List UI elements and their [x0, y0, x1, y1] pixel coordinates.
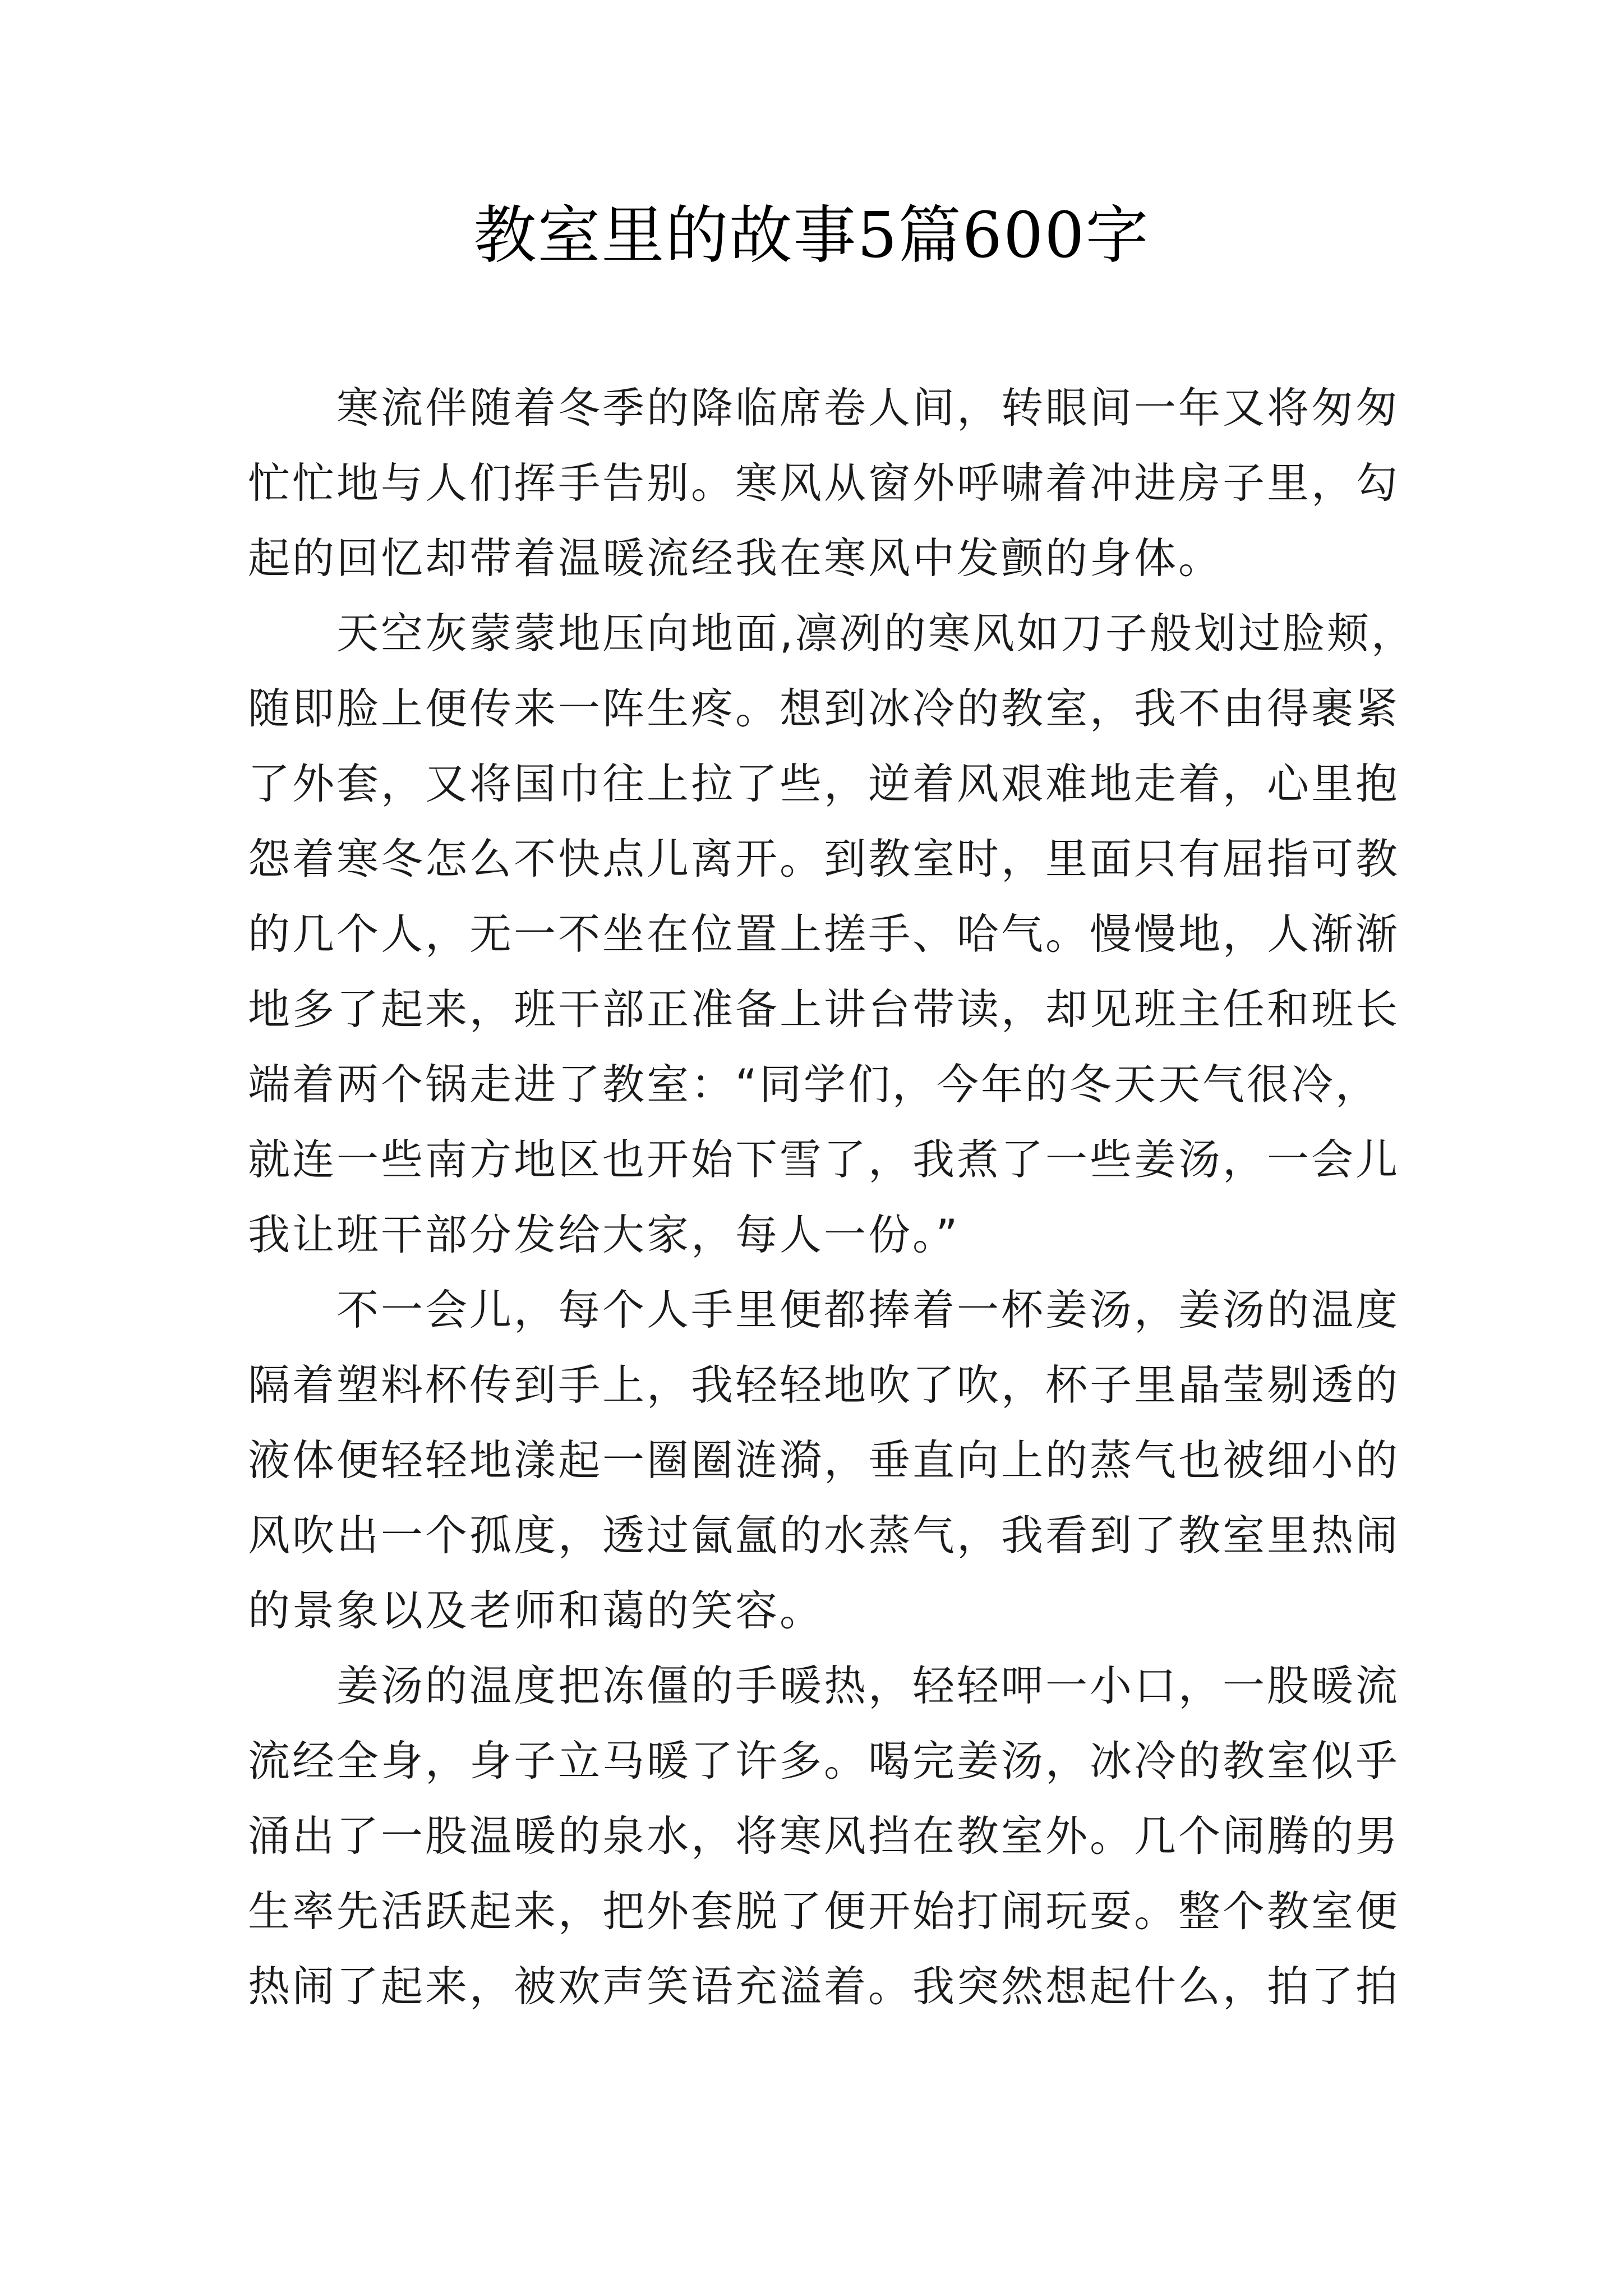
- text-line: 就连一些南方地区也开始下雪了，我煮了一些姜汤，一会儿: [248, 1135, 1400, 1184]
- paragraph-1: [248, 370, 1400, 596]
- text-line: 忙忙地与人们挥手告别。寒风从窗外呼啸着冲进房子里，勾: [248, 458, 1400, 508]
- text-line: 起的回忆却带着温暖流经我在寒风中发颤的身体。: [248, 533, 1223, 583]
- text-line: 流经全身，身子立马暖了许多。喝完姜汤，冰冷的教室似乎: [248, 1736, 1400, 1786]
- text-line: 热闹了起来，被欢声笑语充溢着。我突然想起什么，拍了拍: [248, 1962, 1400, 2011]
- text-line: 的景象以及老师和蔼的笑容。: [248, 1586, 824, 1635]
- text-line: 生率先活跃起来，把外套脱了便开始打闹玩耍。整个教室便: [248, 1887, 1400, 1936]
- text-line: 寒流伴随着冬季的降临席卷人间，转眼间一年又将匆匆: [336, 383, 1400, 432]
- text-line: 随即脸上便传来一阵生疼。想到冰冷的教室，我不由得裹紧: [248, 684, 1400, 733]
- document-body: [248, 370, 1415, 2024]
- text-line: 我让班干部分发给大家，每人一份。”: [248, 1210, 960, 1259]
- text-line: 了外套，又将国巾往上拉了些，逆着风艰难地走着，心里抱: [248, 759, 1400, 808]
- document-title: 教室里的故事5篇600字: [473, 199, 1150, 272]
- text-line: 地多了起来，班干部正准备上讲台带读，却见班主任和班长: [248, 984, 1400, 1034]
- text-line: 怨着寒冬怎么不快点儿离开。到教室时，里面只有屈指可教: [248, 834, 1400, 884]
- text-line: 不一会儿，每个人手里便都捧着一杯姜汤，姜汤的温度: [336, 1285, 1400, 1335]
- paragraph-2: [248, 596, 1415, 1272]
- text-line: 姜汤的温度把冻僵的手暖热，轻轻呷一小口，一股暖流: [336, 1661, 1400, 1710]
- text-line: 涌出了一股温暖的泉水，将寒风挡在教室外。几个闹腾的男: [248, 1811, 1400, 1861]
- paragraph-4: [248, 1648, 1400, 2024]
- paragraph-3: [248, 1272, 1400, 1648]
- text-line: 端着两个锅走进了教室：“同学们，今年的冬天天气很冷，: [248, 1060, 1380, 1109]
- text-line: 风吹出一个孤度，透过氤氲的水蒸气，我看到了教室里热闹: [248, 1511, 1400, 1560]
- text-line: 的几个人，无一不坐在位置上搓手、哈气。慢慢地，人渐渐: [248, 909, 1400, 959]
- text-line: 隔着塑料杯传到手上，我轻轻地吹了吹，杯子里晶莹剔透的: [248, 1360, 1400, 1410]
- text-line: 天空灰蒙蒙地压向地面,凛冽的寒风如刀子般划过脸颊，: [336, 609, 1415, 658]
- text-line: 液体便轻轻地漾起一圈圈涟漪，垂直向上的蒸气也被细小的: [248, 1435, 1400, 1485]
